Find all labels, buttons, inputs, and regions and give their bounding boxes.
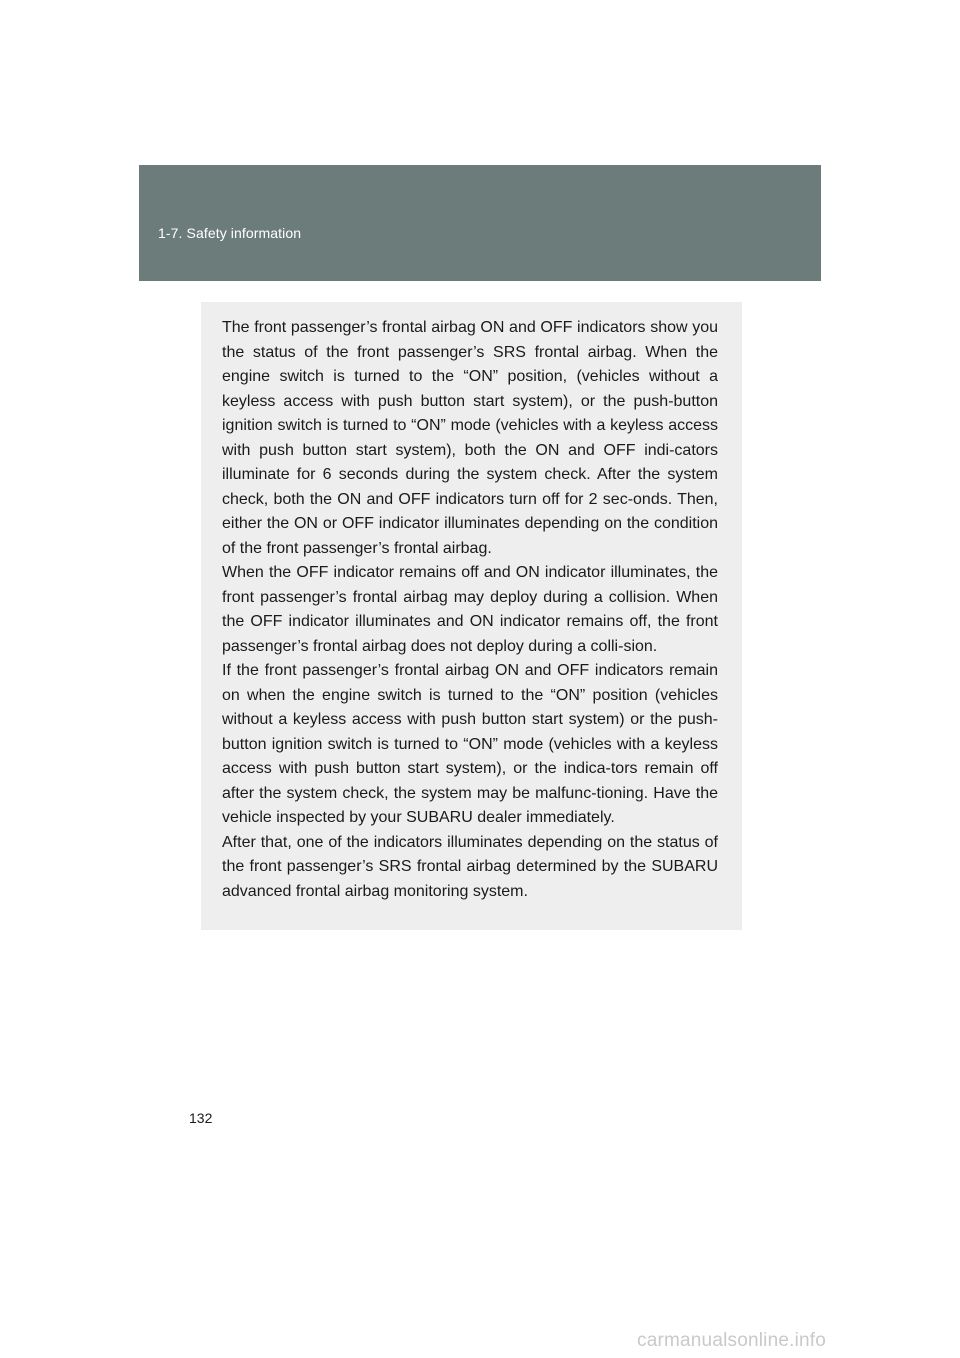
note-box [201,302,742,930]
note-paragraph-malfunction-warning: If the front passenger’s frontal airbag ON and OFF indicators remain on when the engine switch is turned to the “ON” position (vehicles without a keyless access with push button start system) or the push-button ignition switch is turned to “ON” mode (vehicles with a keyless access with push button start system), or the indica-tors remain off after the system check, the system may be malfunc-tioning. Have the vehicle inspected by your SUBARU dealer immediately. [222,662,718,826]
section-title: 1-7. Safety information [158,225,302,241]
note-paragraph-deploy-conditions: When the OFF indicator remains off and ON indicator illuminates, the front passenger’s frontal airbag may deploy during a collision. When the OFF indicator illuminates and ON indicator remains off, the front passenger’s frontal airbag does not deploy during a colli-sion. [222,564,718,655]
note-paragraph-indicators-overview: The front passenger’s frontal airbag ON and OFF indicators show you the status of the front passenger’s SRS frontal airbag. When the engine switch is turned to the “ON” position, (vehicles without a keyless access with push button start system), or the push-button ignition switch is turned to “ON” mode (vehicles with a keyless access with push button start system), both the ON and OFF indi-cators illuminate for 6 seconds during the system check. After the system check, both the ON and OFF indicators turn off for 2 sec-onds. Then, either the ON or OFF indicator illuminates depending on the condition of the front passenger’s frontal airbag. [222,319,718,557]
page-number: 132 [189,1110,213,1126]
watermark: carmanualsonline.info [637,1330,827,1351]
note-paragraph-monitoring-system: After that, one of the indicators illuminates depending on the status of the front passenger’s SRS frontal airbag determined by the SUBARU advanced frontal airbag monitoring system. [222,833,718,900]
section-header-band [139,165,821,281]
